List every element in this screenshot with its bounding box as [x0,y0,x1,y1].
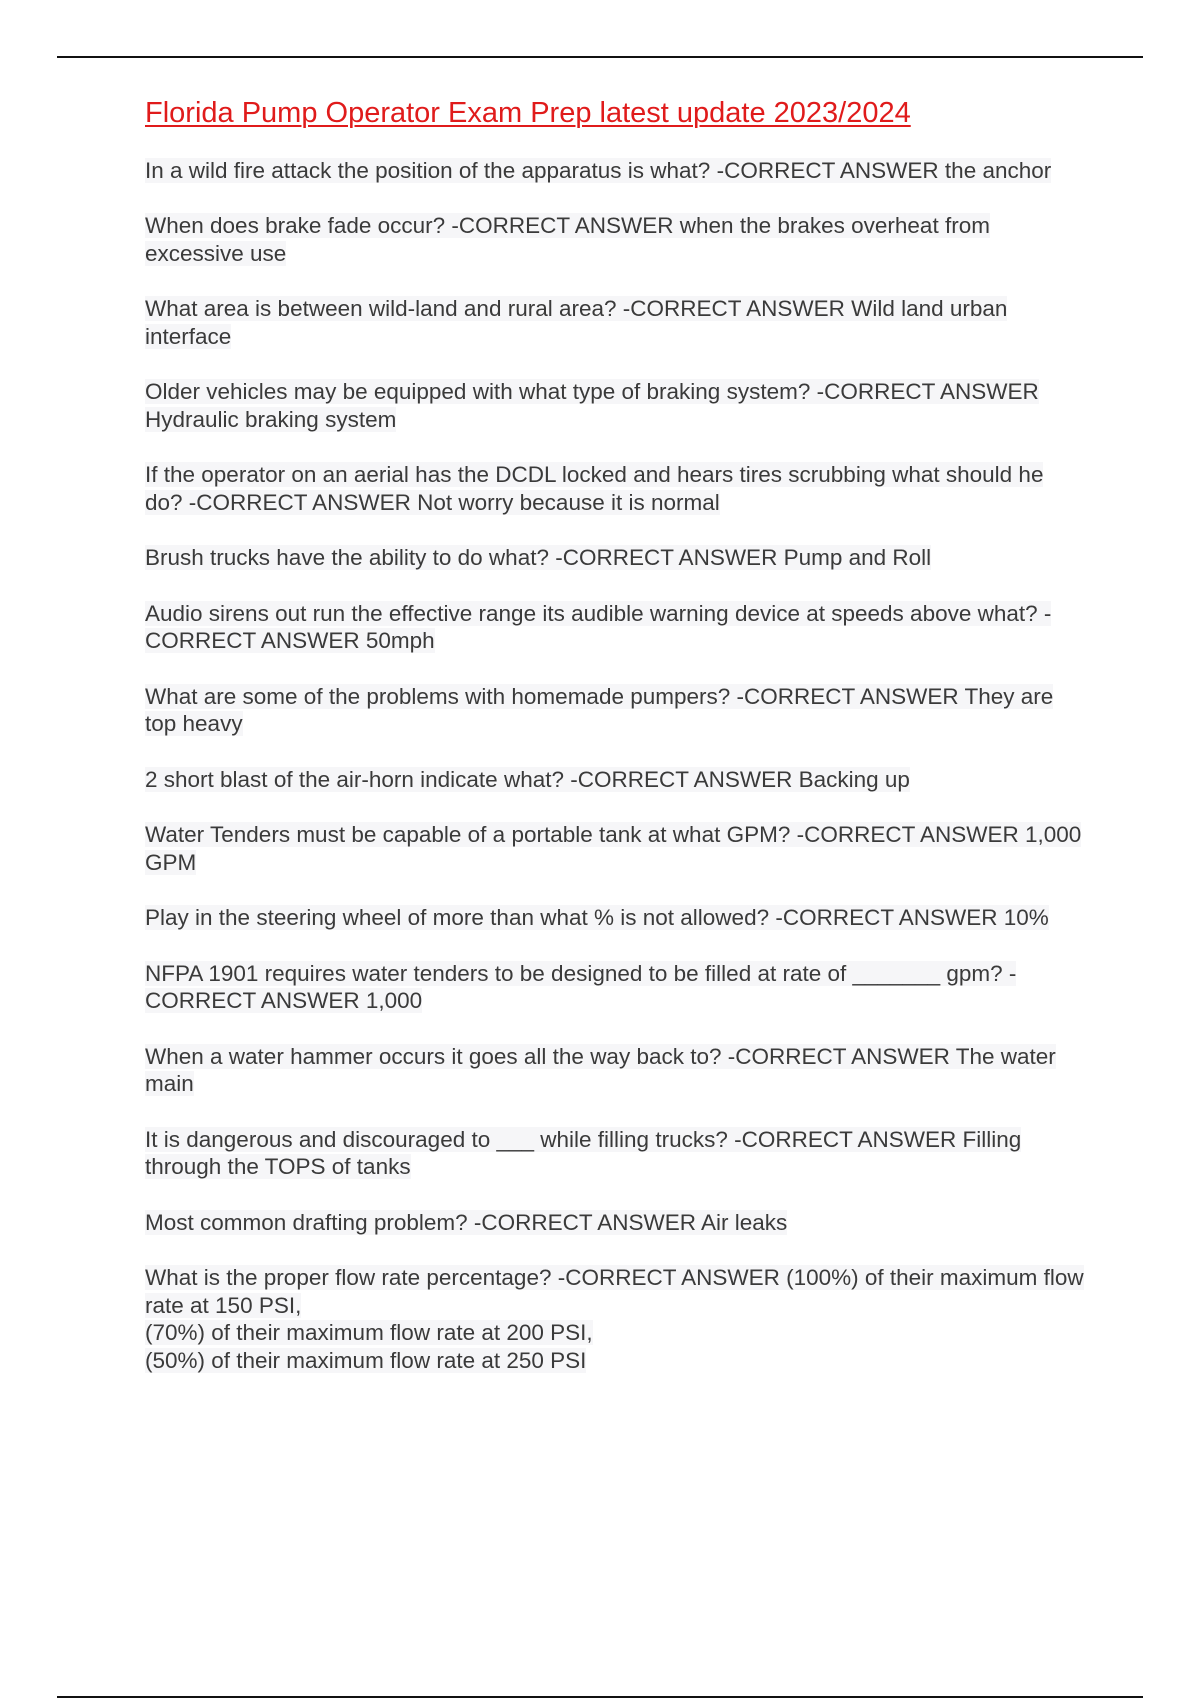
qa-item [145,683,1085,738]
qa-item-text: In a wild fire attack the position of the apparatus is what? -CORRECT ANSWER the anchor [145,157,1052,183]
qa-item-text: What area is between wild-land and rural area? -CORRECT ANSWER Wild land urban interface [145,296,1008,349]
qa-item-text: Water Tenders must be capable of a portable tank at what GPM? -CORRECT ANSWER 1,000 GPM [145,822,1082,875]
qa-item [145,157,1085,185]
qa-item-text: Brush trucks have the ability to do what? -CORRECT ANSWER Pump and Roll [145,545,932,571]
qa-item-text: Play in the steering wheel of more than what % is not allowed? -CORRECT ANSWER 10% [145,905,1049,931]
qa-item-text: What are some of the problems with homemade pumpers? -CORRECT ANSWER They are top heavy [145,683,1054,737]
qa-item [145,1043,1085,1098]
qa-item [145,378,1085,433]
qa-list [145,157,1085,1375]
qa-item [145,295,1085,350]
qa-item [145,600,1085,655]
bottom-rule [57,1696,1143,1698]
qa-item [145,960,1085,1015]
qa-item [145,766,1085,794]
qa-item [145,461,1085,516]
qa-item [145,904,1085,932]
qa-item [145,212,1085,267]
qa-item-text: When a water hammer occurs it goes all the way back to? -CORRECT ANSWER The water main [145,1043,1056,1097]
qa-item [145,821,1085,876]
document-title: Florida Pump Operator Exam Prep latest update 2023/2024 [145,97,911,129]
qa-item-text: Most common drafting problem? -CORRECT ANSWER Air leaks [145,1209,788,1235]
qa-item [145,1209,1085,1237]
top-rule [57,56,1143,58]
qa-item-text: Older vehicles may be equipped with what type of braking system? -CORRECT ANSWER Hydraulic braking system [145,379,1039,432]
qa-item [145,544,1085,572]
qa-item-text: 2 short blast of the air-horn indicate what? -CORRECT ANSWER Backing up [145,766,910,792]
qa-item-text: Audio sirens out run the effective range its audible warning device at speeds above what? -CORRECT ANSWER 50mph [145,600,1052,654]
qa-item [145,1264,1085,1374]
qa-item-text: NFPA 1901 requires water tenders to be designed to be filled at rate of _______ gpm? -CORRECT ANSWER 1,000 [145,960,1017,1014]
qa-item-text: What is the proper flow rate percentage? -CORRECT ANSWER (100%) of their maximum flow rate at 150 PSI, (70%) of their maximum flow rate at 200 PSI, (50%) of their maximum flow rate at 250 PSI [145,1265,1084,1373]
document-body [145,96,1085,1402]
qa-item-text: It is dangerous and discouraged to ___ while filling trucks? -CORRECT ANSWER Filling through the TOPS of tanks [145,1126,1022,1180]
qa-item [145,1126,1085,1181]
qa-item-text: When does brake fade occur? -CORRECT ANSWER when the brakes overheat from excessive use [145,213,990,266]
qa-item-text: If the operator on an aerial has the DCDL locked and hears tires scrubbing what should he do? -CORRECT ANSWER Not worry because it is normal [145,462,1044,515]
